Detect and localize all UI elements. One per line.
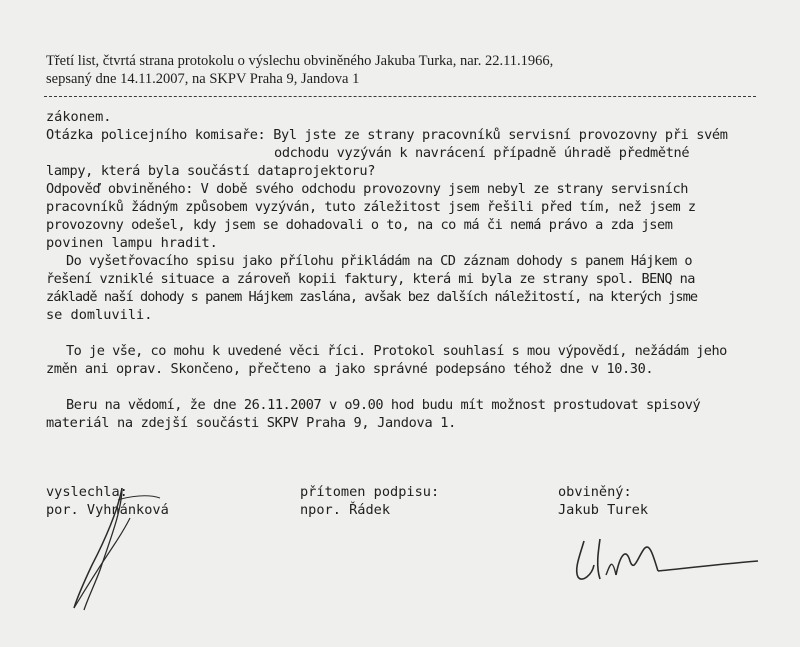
question-line: lampy, která byla součástí dataprojektoru? bbox=[46, 163, 376, 179]
signature-name-interrogator: por. Vyhnánková bbox=[46, 502, 169, 518]
body-line: změn ani oprav. Skončeno, přečteno a jako správné podepsáno téhož dne v 10.30. bbox=[46, 361, 654, 377]
header-line-1: Třetí list, čtvrtá strana protokolu o výslechu obviněného Jakuba Turka, nar. 22.11.1966, bbox=[46, 53, 554, 69]
handwritten-signature-accused bbox=[570, 535, 770, 595]
handwritten-signature-interrogator bbox=[60, 470, 170, 620]
body-line: základě naší dohody s panem Hájkem zaslána, avšak bez dalších náležitostí, na kterých jsme bbox=[46, 289, 698, 305]
body-line: Do vyšetřovacího spisu jako přílohu přikládám na CD záznam dohody s panem Hájkem o bbox=[66, 253, 692, 269]
body-line: se domluvili. bbox=[46, 307, 153, 323]
body-line: materiál na zdejší součásti SKPV Praha 9, Jandova 1. bbox=[46, 415, 456, 431]
signature-label-accused: obviněný: bbox=[558, 484, 632, 500]
header-line-2: sepsaný dne 14.11.2007, na SKPV Praha 9, Jandova 1 bbox=[46, 71, 360, 87]
answer-line: povinen lampu hradit. bbox=[46, 235, 218, 251]
signature-name-witness: npor. Řádek bbox=[300, 502, 391, 518]
answer-line: provozovny odešel, kdy jsem se dohadovali o to, na co má či nemá právo a zda jsem bbox=[46, 217, 673, 233]
signature-label-interrogator: vyslechla: bbox=[46, 484, 128, 500]
question-line: Otázka policejního komisaře: Byl jste ze strany pracovníků servisní provozovny při svém bbox=[46, 127, 728, 143]
header-divider bbox=[44, 96, 756, 97]
question-line: odchodu vyzýván k navrácení případně úhradě předmětné bbox=[274, 145, 690, 161]
body-line: To je vše, co mohu k uvedené věci říci. Protokol souhlasí s mou výpovědí, nežádám jeho bbox=[66, 343, 727, 359]
body-line: řešení vzniklé situace a zároveň kopii faktury, která mi byla ze strany spol. BENQ na bbox=[46, 271, 695, 287]
body-line: zákonem. bbox=[46, 109, 112, 125]
answer-line: Odpověď obviněného: V době svého odchodu provozovny jsem nebyl ze strany servisních bbox=[46, 181, 688, 197]
signature-label-witness: přítomen podpisu: bbox=[300, 484, 440, 500]
signature-name-accused: Jakub Turek bbox=[558, 502, 649, 518]
answer-line: pracovníků žádným způsobem vyzýván, tuto záležitost jsem řešili před tím, než jsem z bbox=[46, 199, 696, 215]
body-line: Beru na vědomí, že dne 26.11.2007 v o9.00 hod budu mít možnost prostudovat spisový bbox=[66, 397, 701, 413]
